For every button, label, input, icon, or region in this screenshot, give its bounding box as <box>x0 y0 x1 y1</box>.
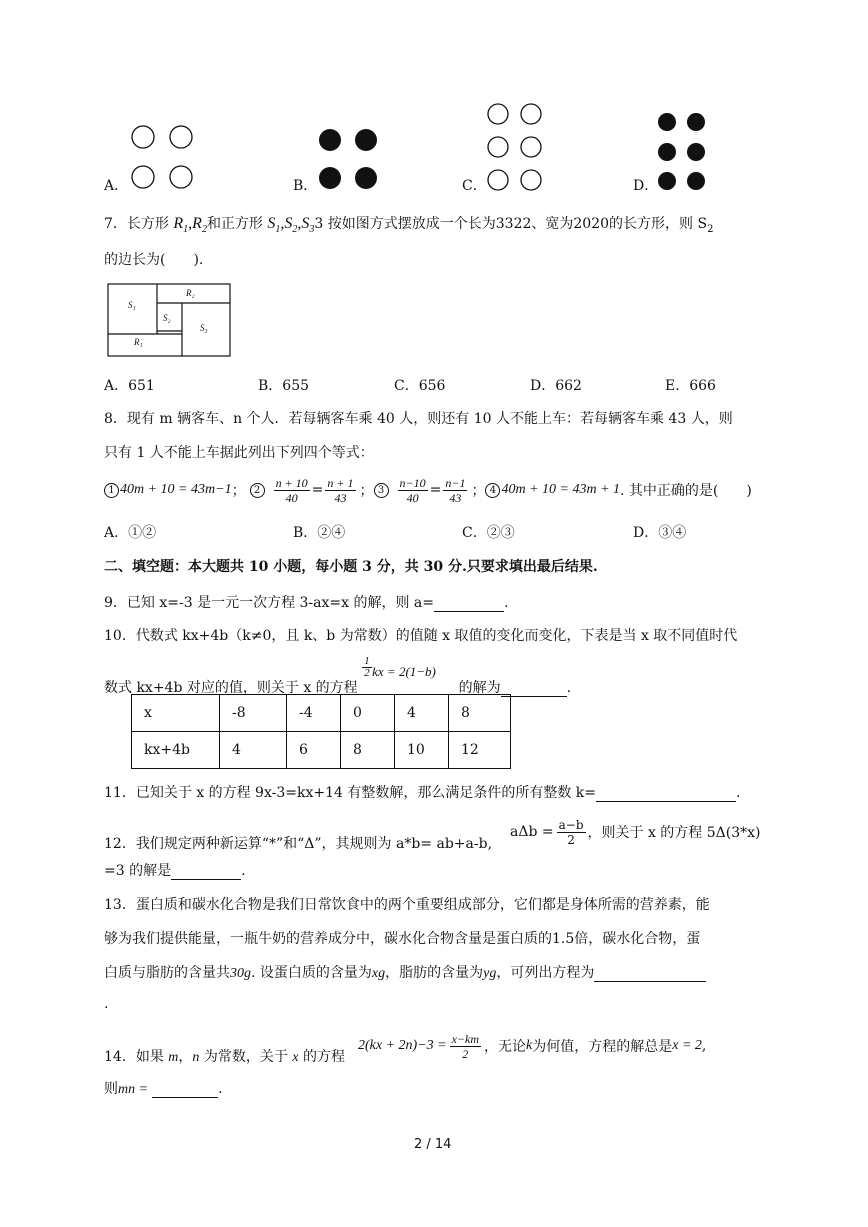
q13-question-line3: 白质与脂肪的含量共30g. 设蛋白质的含量为xg，脂肪的含量为yg，可列出方程为 <box>104 962 706 982</box>
q13-question-line2: 够为我们提供能量，一瓶牛奶的营养成分中，碳水化合物含量是蛋白质的1.5倍，碳水化合物，蛋 <box>104 931 701 947</box>
q7-option-b: B．655 <box>258 378 310 394</box>
circled-4: 4 <box>485 483 500 498</box>
table-cell: -4 <box>287 695 341 732</box>
q8-eq3-left: $\frac{n-10}{40}$ <box>399 475 426 505</box>
table-row <box>132 732 511 769</box>
table-cell: 12 <box>449 732 511 769</box>
q7-option-e: E．666 <box>665 378 716 394</box>
option-b-circles <box>319 129 377 189</box>
q12-definition: aΔb = $\frac{a-b}{2}$ ，则关于 x 的方程 5Δ(3*x) <box>510 817 761 847</box>
q6-option-a: A． <box>104 178 129 194</box>
table-row <box>132 695 511 732</box>
q9-question: 9．已知 x=-3 是一元一次方程 3-ax=x 的解，则 a= . <box>104 595 509 611</box>
q11-answer-blank[interactable] <box>596 787 736 802</box>
q12-question-line2: =3 的解是 . <box>104 863 246 879</box>
fig-label-s3: S₃ <box>200 323 208 333</box>
circled-2: 2 <box>250 483 265 498</box>
circled-1: 1 <box>104 483 119 498</box>
q14-question: 14．如果 m，n 为常数，关于 x 的方程 <box>104 1049 345 1065</box>
table-cell: kx+4b <box>132 732 220 769</box>
q10-question: 10．代数式 kx+4b（k≠0，且 k、b 为常数）的值随 x 取值的变化而变化，下表是当 x 取不同值时代 <box>104 628 738 644</box>
q8-question: 8．现有 m 辆客车、n 个人．若每辆客车乘 40 人，则还有 10 人不能上车：若每辆客车乘 43 人，则 <box>104 411 733 427</box>
fig-label-r1: R₁ <box>134 337 143 347</box>
option-a-circles <box>132 126 192 188</box>
q10-question-line2: 数式 kx+4b 对应的值，则关于 x 的方程 $\frac{1}{2}$ kx = 2(1−b) 的解为 . <box>104 655 572 696</box>
q7-question: 7．长方形 $R_1,R_2$和正方形 $S_1,S_2,S_33$ 按如图方式摆放成一个长为3322、宽为2020的长方形，则 $S_2$ <box>104 215 714 236</box>
q8-equations: 1 40m + 10 = 43m−1 ； 2 $\frac{n + 10}{40}$ = $\frac{n + 1}{43}$ ； 3 $\frac{n-10}{40}$ = $\frac{n-1}{43}$ ； 4 40m + 10 = 43m + 1 . 其中正确的是( ) <box>104 470 752 510</box>
q8-option-a: A．①② <box>104 525 157 541</box>
q13-question: 13．蛋白质和碳水化合物是我们日常饮食中的两个重要组成部分，它们都是身体所需的营养素，能 <box>104 897 710 913</box>
q7-option-d: D．662 <box>530 378 582 394</box>
q8-eq4: 40m + 10 = 43m + 1 <box>501 482 621 497</box>
option-c-circles <box>488 104 541 190</box>
q10-value-table <box>131 694 511 769</box>
table-cell: x <box>132 695 220 732</box>
q7-option-c: C．656 <box>394 378 446 394</box>
table-cell: 4 <box>395 695 449 732</box>
q8-eq2-left: $\frac{n + 10}{40}$ <box>275 475 308 505</box>
q7-question-line2: 的边长为( ). <box>104 252 204 268</box>
page-number: 2 / 14 <box>414 1137 452 1152</box>
q14-equation: 2(kx + 2n)−3 = $\frac{x-km}{2}$ ，无论 k 为何值，方程的解总是 x = 2 , <box>358 1031 707 1061</box>
q6-option-b: B． <box>293 178 318 194</box>
circled-3: 3 <box>374 483 389 498</box>
q8-eq3-right: $\frac{n-1}{43}$ <box>445 475 466 505</box>
table-cell: 0 <box>341 695 395 732</box>
q6-option-c: C． <box>462 178 487 194</box>
option-d-circles <box>658 113 705 190</box>
fig-label-s2: S₂ <box>163 313 171 323</box>
table-cell: 10 <box>395 732 449 769</box>
q13-question-line4: . <box>104 996 109 1012</box>
q14-question-line2: 则mn = . <box>104 1081 223 1097</box>
q6-option-d: D． <box>633 178 659 194</box>
q12-fraction: $\frac{a-b}{2}$ <box>558 817 584 847</box>
table-cell: 6 <box>287 732 341 769</box>
q8-option-c: C．②③ <box>462 525 515 541</box>
q11-question: 11．已知关于 x 的方程 9x-3=kx+14 有整数解，那么满足条件的所有整数 k= . <box>104 785 741 801</box>
q8-option-b: B．②④ <box>293 525 346 541</box>
q7-option-a: A．651 <box>104 378 155 394</box>
q13-answer-blank[interactable] <box>594 967 706 982</box>
fig-label-r2: R₂ <box>186 288 195 298</box>
q8-eq2-right: $\frac{n + 1}{43}$ <box>327 475 354 505</box>
q10-half-fraction: $\frac{1}{2}$ <box>364 655 370 679</box>
fig-label-s1: S₁ <box>128 300 136 310</box>
table-cell: 8 <box>449 695 511 732</box>
table-cell: 4 <box>220 732 287 769</box>
q6-figures <box>0 95 868 205</box>
table-cell: 8 <box>341 732 395 769</box>
table-cell: -8 <box>220 695 287 732</box>
q8-eq1: 40m + 10 = 43m−1 <box>120 482 232 497</box>
q8-option-d: D．③④ <box>633 525 687 541</box>
q14-answer-blank[interactable] <box>152 1083 218 1098</box>
q10-equation: kx = 2(1−b) <box>372 664 436 679</box>
q12-question: 12．我们规定两种新运算“*”和“Δ”，其规则为 a*b= ab+a-b, <box>104 836 493 852</box>
q14-fraction: $\frac{x-km}{2}$ <box>451 1031 480 1061</box>
q8-question-line2: 只有 1 人不能上车据此列出下列四个等式： <box>104 445 374 461</box>
section-title: 二、填空题：本大题共 10 小题，每小题 3 分，共 30 分.只要求填出最后结果. <box>104 559 598 575</box>
q12-answer-blank[interactable] <box>171 865 241 880</box>
q9-answer-blank[interactable] <box>434 597 504 612</box>
